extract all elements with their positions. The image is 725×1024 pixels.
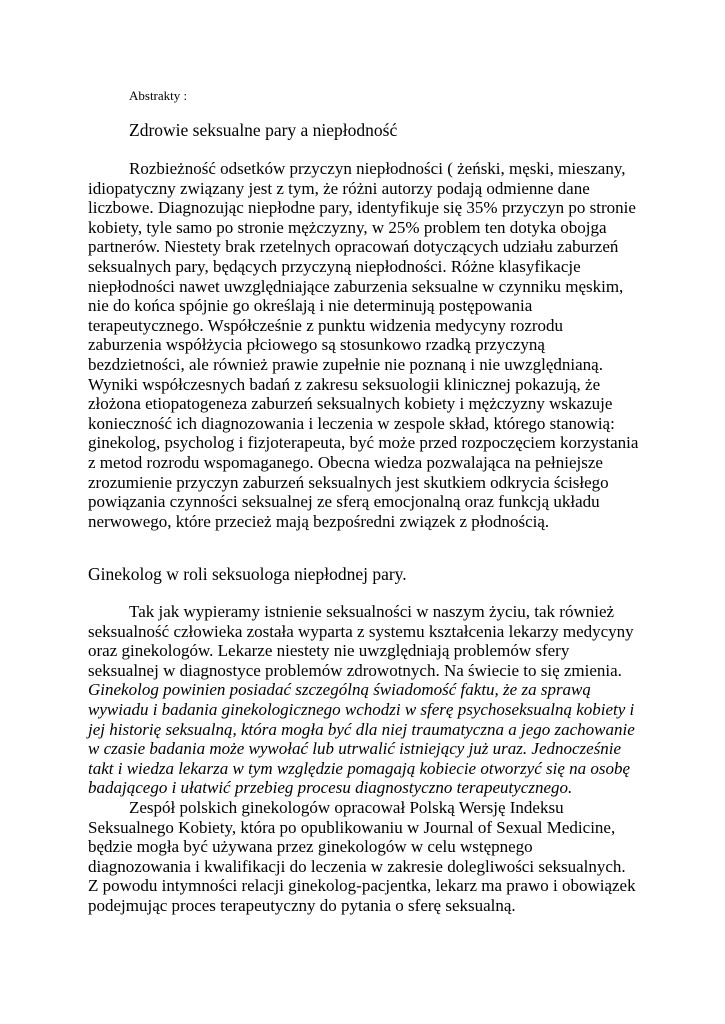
paragraph-line: konieczność ich diagnozowania i leczenia w zespole skład, którego stanowią: xyxy=(88,413,615,433)
paragraph-line: zrozumienie przyczyn zaburzeń seksualnych jest skutkiem odkrycia ścisłego xyxy=(88,472,609,492)
italic-line: wywiadu i badania ginekologicznego wchodzi w sferę psychoseksualną kobiety i xyxy=(88,699,635,719)
paragraph-line: partnerów. Niestety brak rzetelnych opracowań dotyczących udziału zaburzeń xyxy=(88,237,619,257)
italic-line: Ginekolog powinien posiadać szczególną świadomość faktu, że za sprawą xyxy=(88,680,591,700)
paragraph-line: Seksualnego Kobiety, która po opublikowaniu w Journal of Sexual Medicine, xyxy=(88,817,616,837)
paragraph-line: diagnozowania i kwalifikacji do leczenia w zakresie dolegliwości seksualnych. xyxy=(88,856,626,876)
paragraph-line: niepłodności nawet uwzględniające zaburzenia seksualne w czynniku męskim, xyxy=(88,276,624,296)
paragraph-line: powiązania czynności seksualnej ze sferą emocjonalną oraz funkcją układu xyxy=(88,492,600,512)
paragraph-line: kobiety, tyle samo po stronie mężczyzny, w 25% problem ten dotyka obojga xyxy=(88,217,607,237)
paragraph-line: podejmując proces terapeutyczny do pytania o sferę seksualną. xyxy=(88,895,516,915)
paragraph-line: z metod rozrodu wspomaganego. Obecna wiedza pozwalająca na pełniejsze xyxy=(88,452,603,472)
paragraph-line: bezdzietności, ale również prawie zupełnie nie poznaną i nie uwzględnianą. xyxy=(88,354,603,374)
paragraph-line: seksualnej w diagnostyce problemów zdrowotnych. Na świecie to się zmienia. xyxy=(88,660,622,680)
paragraph-line: Rozbieżność odsetków przyczyn niepłodności ( żeński, męski, mieszany, xyxy=(129,159,626,178)
italic-line: takt i wiedza lekarza w tym względzie pomagają kobiecie otworzyć się na osobę xyxy=(88,758,631,778)
section-1-body xyxy=(88,159,648,531)
paragraph-line: Z powodu intymności relacji ginekolog-pacjentka, lekarz ma prawo i obowiązek xyxy=(88,876,636,896)
paragraph-line: Zespół polskich ginekologów opracował Polską Wersję Indeksu xyxy=(129,797,564,817)
abstracts-label: Abstrakty : xyxy=(129,88,188,103)
paragraph-line: Tak jak wypieramy istnienie seksualności w naszym życiu, tak również xyxy=(129,602,615,621)
paragraph-line: liczbowe. Diagnozując niepłodne pary, identyfikuje się 35% przyczyn po stronie xyxy=(88,198,636,218)
section-1-title: Zdrowie seksualne pary a niepłodność xyxy=(129,120,398,140)
paragraph-line: seksualność człowieka została wyparta z systemu kształcenia lekarzy medycyny xyxy=(88,621,634,641)
section-2-title: Ginekolog w roli seksuologa niepłodnej pary. xyxy=(88,564,407,584)
section-2-body xyxy=(88,602,648,916)
paragraph-line: zaburzenia współżycia płciowego są stosunkowo rzadką przyczyną xyxy=(88,335,545,355)
paragraph-line: terapeutycznego. Współcześnie z punktu widzenia medycyny rozrodu xyxy=(88,315,564,335)
paragraph-line: seksualnych pary, będących przyczyną niepłodności. Różne klasyfikacje xyxy=(88,256,581,276)
paragraph-line: nie do końca spójnie go określają i nie determinują postępowania xyxy=(88,296,533,316)
paragraph-line: nerwowego, które przecież mają bezpośredni związek z płodnością. xyxy=(88,511,550,531)
italic-line: jej historię seksualną, która mogła być dla niej traumatyczna a jego zachowanie xyxy=(88,719,635,739)
paragraph-line: idiopatyczny związany jest z tym, że różni autorzy podają odmienne dane xyxy=(88,178,590,198)
paragraph-line: oraz ginekologów. Lekarze niestety nie uwzględniają problemów sfery xyxy=(88,641,570,661)
paragraph-line: będzie mogła być używana przez ginekologów w celu wstępnego xyxy=(88,837,533,857)
paragraph-line: złożona etiopatogeneza zaburzeń seksualnych kobiety i mężczyzny wskazuje xyxy=(88,394,613,414)
italic-line: badającego i ułatwić przebieg procesu diagnostyczno terapeutycznego. xyxy=(88,778,573,798)
paragraph-line: Wyniki współczesnych badań z zakresu seksuologii klinicznej pokazują, że xyxy=(88,374,601,394)
paragraph-line: ginekolog, psycholog i fizjoterapeuta, być może przed rozpoczęciem korzystania xyxy=(88,433,639,453)
italic-line: w czasie badania może wywołać lub utrwalić istniejący już uraz. Jednocześnie xyxy=(88,739,622,759)
